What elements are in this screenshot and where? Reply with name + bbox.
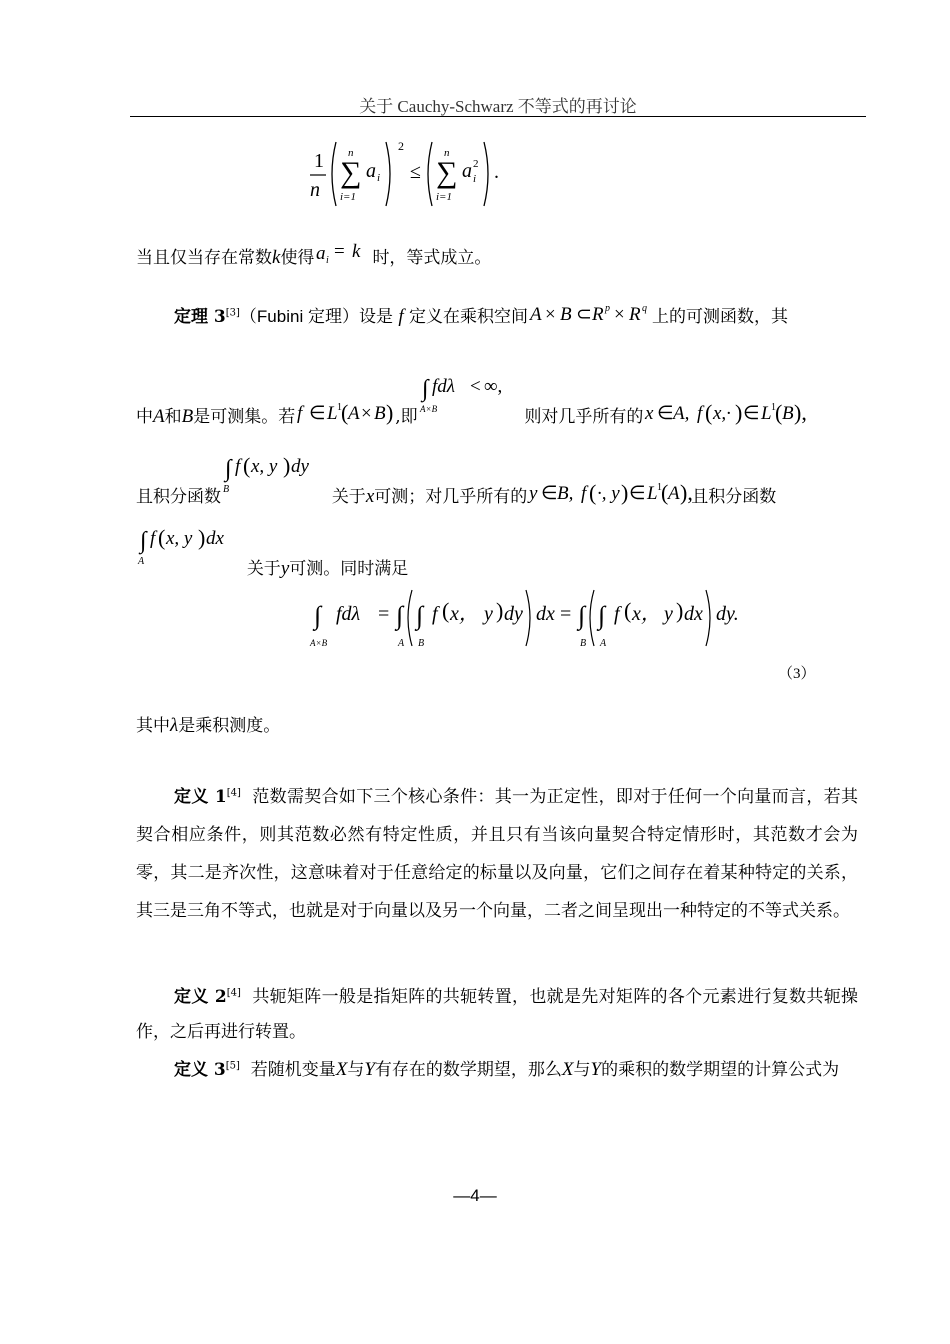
svg-text:x: x <box>645 403 654 424</box>
svg-text:x，: x， <box>632 603 661 625</box>
svg-text:dy.: dy. <box>716 603 739 625</box>
svg-text:f: f <box>581 483 587 504</box>
svg-text:∈: ∈ <box>629 483 646 504</box>
svg-text:x，: x， <box>450 603 479 625</box>
svg-text:B: B <box>560 304 572 325</box>
svg-text:f: f <box>150 528 156 549</box>
svg-text:∑: ∑ <box>340 156 362 189</box>
svg-text:A: A <box>600 638 607 649</box>
definition-3-label: 定义 3 <box>174 1060 226 1080</box>
svg-text:=: = <box>378 603 390 625</box>
svg-text:fdλ: fdλ <box>431 376 455 397</box>
svg-text:∈: ∈ <box>541 483 558 504</box>
k-symbol: k <box>272 247 281 268</box>
svg-text:A: A <box>668 483 680 504</box>
svg-text:1: 1 <box>337 402 343 413</box>
svg-text:i: i <box>473 173 477 185</box>
svg-text:(: ( <box>661 480 669 505</box>
svg-text:dy: dy <box>504 603 523 625</box>
svg-text:1: 1 <box>314 150 324 172</box>
cauchy-schwarz-sum-inequality <box>306 134 526 214</box>
svg-text:∫: ∫ <box>578 601 586 630</box>
svg-text:),: ), <box>794 400 808 425</box>
svg-text:∑: ∑ <box>436 156 458 189</box>
definition-2: 定义 2[4] 共轭矩阵一般是指矩阵的共轭转置，也就是先对矩阵的各个元素进行复数共轭操作，之后再进行转置。 <box>136 987 859 1042</box>
svg-text:q: q <box>642 303 648 314</box>
svg-text:f: f <box>235 456 241 477</box>
svg-text:i=1: i=1 <box>340 191 356 203</box>
svg-text:f: f <box>432 603 438 625</box>
svg-text:a: a <box>366 160 376 182</box>
svg-text:∫: ∫ <box>314 601 322 630</box>
svg-text:(: ( <box>442 598 450 623</box>
svg-text:B: B <box>374 403 386 424</box>
svg-text:=: = <box>334 241 346 262</box>
f-in-L1-formula <box>295 400 395 426</box>
svg-text:(: ( <box>775 400 783 425</box>
svg-text:1: 1 <box>657 482 663 493</box>
svg-text:2: 2 <box>473 158 479 170</box>
svg-text:A: A <box>530 304 542 325</box>
svg-text:A,: A, <box>673 403 690 424</box>
page-number: —4— <box>453 1186 497 1205</box>
svg-text:f: f <box>297 403 303 424</box>
svg-text:∫: ∫ <box>396 601 404 630</box>
svg-text:y: y <box>664 603 673 625</box>
integral-over-A-formula <box>136 524 236 570</box>
definition-2-label: 定义 2 <box>174 987 227 1007</box>
svg-text:),: ), <box>680 480 694 505</box>
svg-text:(: ( <box>624 598 632 623</box>
svg-text:A×B: A×B <box>419 404 437 414</box>
svg-text:B,: B, <box>557 483 574 504</box>
svg-text:n: n <box>444 147 450 159</box>
svg-text:<: < <box>469 376 481 397</box>
svg-text:2: 2 <box>398 139 404 153</box>
svg-text:dx: dx <box>206 528 224 549</box>
svg-text:x,·: x,· <box>713 403 732 424</box>
svg-text:(: ( <box>341 400 349 425</box>
theorem-3-line4: ∫ f ( x, y ) dx A 关于y可测。同时满足 <box>138 525 409 579</box>
svg-text:∫: ∫ <box>598 601 606 630</box>
svg-text:a: a <box>316 243 326 264</box>
svg-text:i: i <box>326 255 330 266</box>
lambda-symbol: λ <box>170 715 179 736</box>
svg-text:): ) <box>735 400 743 425</box>
almost-all-x-formula <box>643 400 807 426</box>
svg-text:p: p <box>605 303 611 314</box>
svg-text:k: k <box>352 241 361 262</box>
svg-text:⊂: ⊂ <box>576 304 592 325</box>
svg-text:A×B: A×B <box>310 638 328 648</box>
svg-text:∞,: ∞, <box>483 376 502 397</box>
svg-text:L: L <box>327 403 338 424</box>
svg-text:): ) <box>676 598 684 623</box>
svg-text:R: R <box>629 304 641 325</box>
svg-text:·, y: ·, y <box>597 483 620 504</box>
svg-text:∫: ∫ <box>225 456 232 482</box>
equality-condition: 当且仅当存在常数k使得 a i = k 时，等式成立。 <box>136 241 492 268</box>
svg-text:=: = <box>560 603 572 625</box>
product-space-formula <box>528 301 652 327</box>
svg-text:i=1: i=1 <box>436 191 452 203</box>
definition-1: 定义 1[4] 范数需契合如下三个核心条件：其一为正定性，即对于任何一个向量而言，若其契合相应条件，则其范数必然有特定性质，并且只有当该向量契合特定情形时，其范数才会为零，其二是齐次性，这意味着对于任意给定的标量以及向量，它们之间存在着某种特定的关系，其三是三角不等式，也就是对于向量以及另一个向量，二者之间呈现出一种特定的不等式关系。 <box>136 787 859 921</box>
svg-text:×: × <box>614 304 625 325</box>
svg-text:fdλ: fdλ <box>336 603 361 625</box>
svg-text:≤: ≤ <box>410 161 421 183</box>
svg-text:x, y: x, y <box>251 456 278 477</box>
svg-text:x, y: x, y <box>166 528 193 549</box>
svg-text:dy: dy <box>291 456 309 477</box>
svg-text:A: A <box>138 556 145 567</box>
svg-text:∈: ∈ <box>309 403 326 424</box>
svg-text:∫: ∫ <box>416 601 424 630</box>
svg-text:): ) <box>198 525 206 550</box>
fubini-equation <box>308 584 748 654</box>
theorem-3-line2: 中A和B是可测集。若 f ∈ L 1 ( A × B ) ,即 ∫ fdλ < ∞, A×B 则对几乎所有的 x ∈ A, f ( x,· ) ∈ L 1 ( B ), <box>136 372 858 447</box>
svg-text:L: L <box>761 403 773 424</box>
svg-text:n: n <box>348 147 354 159</box>
theorem-3-line1: 定理 3[3]（Fubini 定理）设是 f 定义在乘积空间 A × B ⊂ R p × R q 上的可测函数，其 <box>174 303 789 327</box>
svg-text:L: L <box>647 483 658 504</box>
svg-text:(: ( <box>158 525 166 550</box>
svg-text:×: × <box>361 403 372 424</box>
theorem-3-line3: 且积分函数 ∫ f ( x, y ) dy B 关于x可测；对几乎所有的 y ∈ B, f ( ·, y ) ∈ L 1 ( A ), 且积分函数 <box>136 453 777 507</box>
svg-text:): ) <box>496 598 504 623</box>
svg-text:∈: ∈ <box>657 403 674 424</box>
svg-text:(: ( <box>705 400 713 425</box>
equation-number: （3） <box>778 666 816 682</box>
almost-all-y-formula <box>527 480 694 506</box>
svg-text:A: A <box>398 638 405 649</box>
svg-text:B: B <box>782 403 795 424</box>
svg-text:1: 1 <box>771 402 777 413</box>
svg-text:R: R <box>592 304 604 325</box>
svg-text:y: y <box>484 603 493 625</box>
svg-text:∫: ∫ <box>421 376 429 402</box>
definition-1-label: 定义 1 <box>174 787 227 807</box>
svg-text:a: a <box>462 160 472 182</box>
svg-text:A: A <box>348 403 360 424</box>
svg-text:B: B <box>580 638 587 649</box>
ai-equals-k-formula <box>314 241 372 267</box>
svg-text:i: i <box>377 172 381 184</box>
svg-text:×: × <box>545 304 556 325</box>
svg-text:.: . <box>494 161 499 183</box>
svg-text:n: n <box>310 179 320 201</box>
svg-text:): ) <box>386 400 394 425</box>
header-rule <box>130 116 866 117</box>
svg-text:f: f <box>614 603 620 625</box>
svg-text:B: B <box>223 484 230 495</box>
svg-text:∫: ∫ <box>140 528 147 554</box>
svg-text:): ) <box>283 453 291 478</box>
running-header: 关于 Cauchy-Schwarz 不等式的再讨论 <box>359 97 637 116</box>
svg-text:dx: dx <box>536 603 555 625</box>
svg-text:f: f <box>697 403 703 424</box>
svg-text:y: y <box>529 483 538 504</box>
svg-text:): ) <box>621 480 629 505</box>
lambda-note: 其中λ是乘积测度。 <box>136 715 281 736</box>
theorem-3-label: 定理 3 <box>174 307 226 327</box>
svg-text:(: ( <box>589 480 597 505</box>
svg-text:(: ( <box>243 453 251 478</box>
svg-text:B: B <box>418 638 425 649</box>
integral-over-B-formula <box>221 452 321 498</box>
integral-finite-formula <box>418 372 514 418</box>
svg-text:∈: ∈ <box>743 403 760 424</box>
definition-3: 定义 3[5] 若随机变量X与Y有存在的数学期望，那么X与Y的乘积的数学期望的计算公式为 <box>174 1059 840 1080</box>
svg-text:dx: dx <box>684 603 703 625</box>
